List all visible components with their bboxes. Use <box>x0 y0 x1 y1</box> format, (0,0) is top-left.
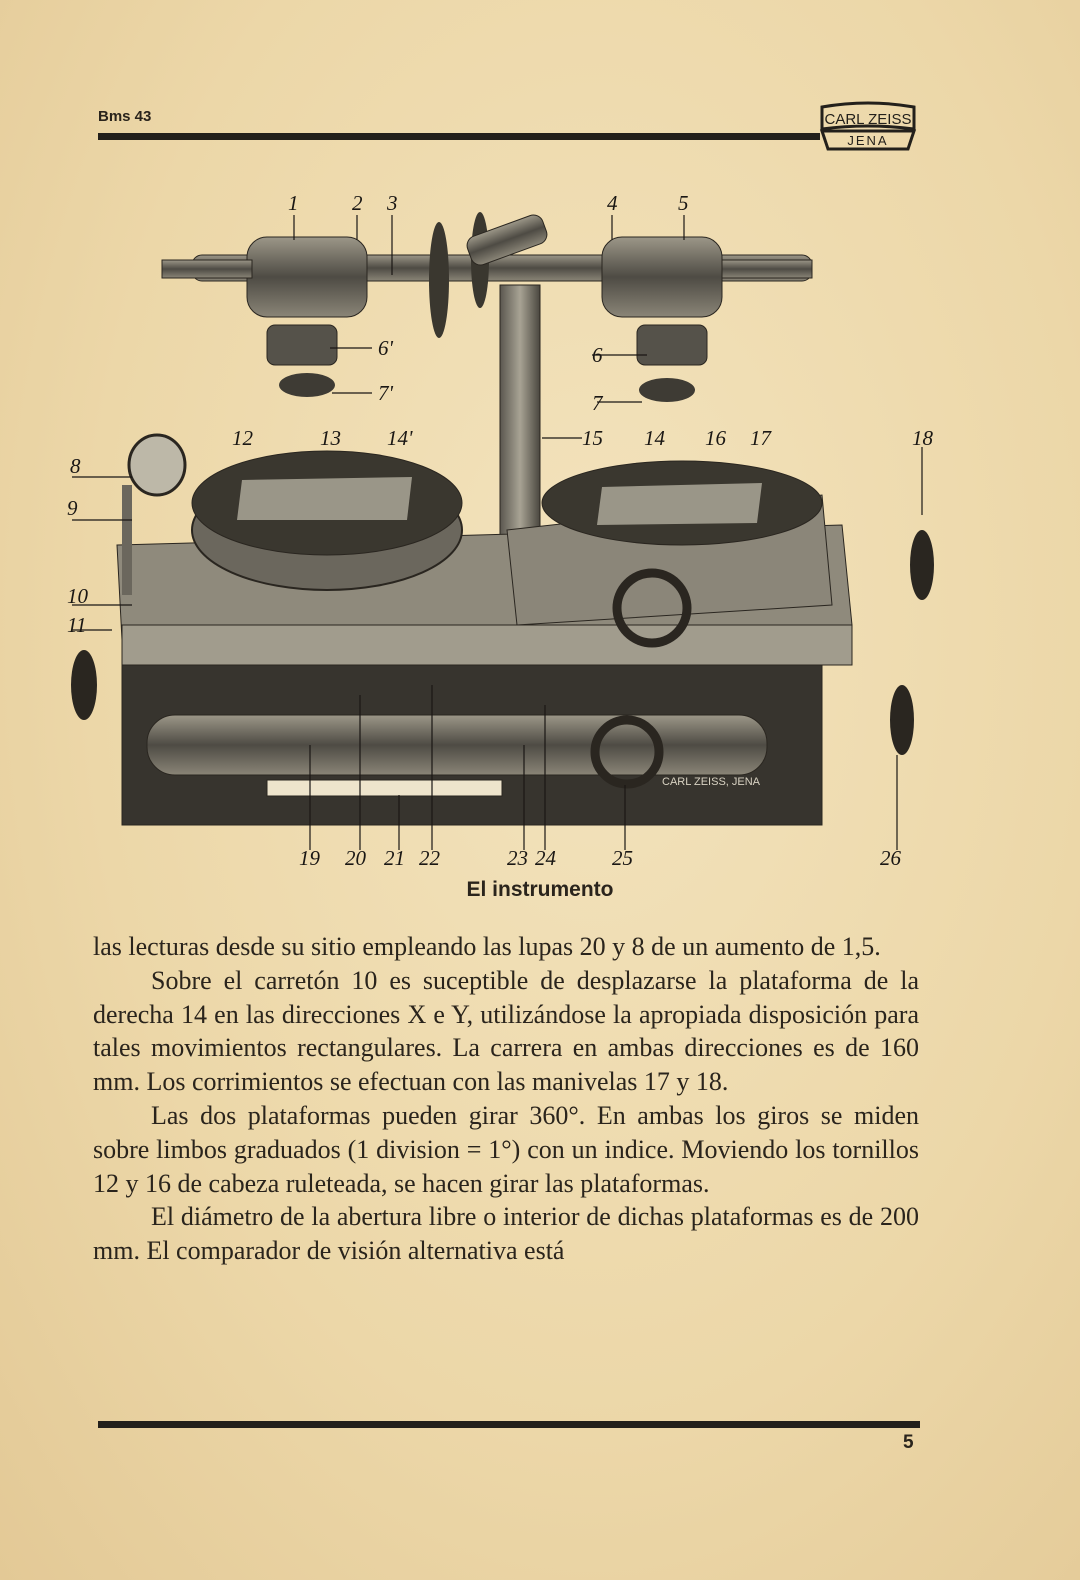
callout-22: 22 <box>419 846 440 870</box>
figure-caption: El instrumento <box>466 878 614 901</box>
paragraph: El diámetro de la abertura libre o interior de dichas plataformas es de 200 mm. El comparador de visión alternativa está <box>93 1202 919 1266</box>
footer-rule <box>98 1421 920 1428</box>
callout-7: 7 <box>592 391 603 415</box>
paragraph: las lecturas desde su sitio empleando las lupas 20 y 8 de un aumento de 1,5. <box>93 932 881 961</box>
center-column <box>500 285 540 535</box>
page-number: 5 <box>903 1432 914 1453</box>
callout-19: 19 <box>299 846 320 870</box>
callout-6-prime: 6' <box>378 336 393 360</box>
carl-zeiss-logo <box>818 101 918 153</box>
callout-5: 5 <box>678 191 689 215</box>
callout-20: 20 <box>345 846 366 870</box>
maker-plate: CARL ZEISS, JENA <box>662 776 761 788</box>
callout-11: 11 <box>67 613 87 637</box>
callout-21: 21 <box>384 846 405 870</box>
document-code: Bms 43 <box>98 108 152 125</box>
callout-14: 14 <box>644 426 665 450</box>
callout-15: 15 <box>582 426 603 450</box>
callout-1: 1 <box>288 191 299 215</box>
callout-3: 3 <box>387 191 398 215</box>
instrument-illustration <box>62 185 962 885</box>
callout-26: 26 <box>880 846 901 870</box>
callout-7-prime: 7' <box>378 381 393 405</box>
logo-bottom-text: JENA <box>847 133 889 148</box>
callout-16: 16 <box>705 426 726 450</box>
left-platform <box>192 451 462 590</box>
logo-top-text: CARL ZEISS <box>824 111 912 128</box>
callout-18: 18 <box>912 426 933 450</box>
upper-microscope-bar <box>162 212 812 402</box>
callout-4: 4 <box>607 191 618 215</box>
callout-6: 6 <box>592 343 603 367</box>
callout-14-prime: 14' <box>387 426 413 450</box>
callout-25: 25 <box>612 846 633 870</box>
callout-2: 2 <box>352 191 363 215</box>
callout-24: 24 <box>535 846 556 870</box>
body-text <box>93 930 919 1268</box>
callout-23: 23 <box>507 846 528 870</box>
callout-9: 9 <box>67 496 78 520</box>
header-rule <box>98 133 820 140</box>
paragraph: Sobre el carretón 10 es suceptible de desplazarse la plataforma de la derecha 14 en las direcciones X e Y, utilizándose la apropiada disposición para tales movimientos rectangulares. La carrera en ambas direcciones es de 160 mm. Los corrimientos se efectuan con las manivelas 17 y 18. <box>93 965 919 1097</box>
callout-17: 17 <box>750 426 771 450</box>
callout-10: 10 <box>67 584 88 608</box>
right-platform <box>507 461 832 625</box>
callout-12: 12 <box>232 426 253 450</box>
paragraph: Las dos plataformas pueden girar 360°. En ambas los giros se miden sobre limbos graduados (1 division = 1°) con un indice. Moviendo los tornillos 12 y 16 de cabeza ruleteada, se hacen girar las plataformas. <box>93 1100 919 1198</box>
callout-8: 8 <box>70 454 81 478</box>
callout-13: 13 <box>320 426 341 450</box>
